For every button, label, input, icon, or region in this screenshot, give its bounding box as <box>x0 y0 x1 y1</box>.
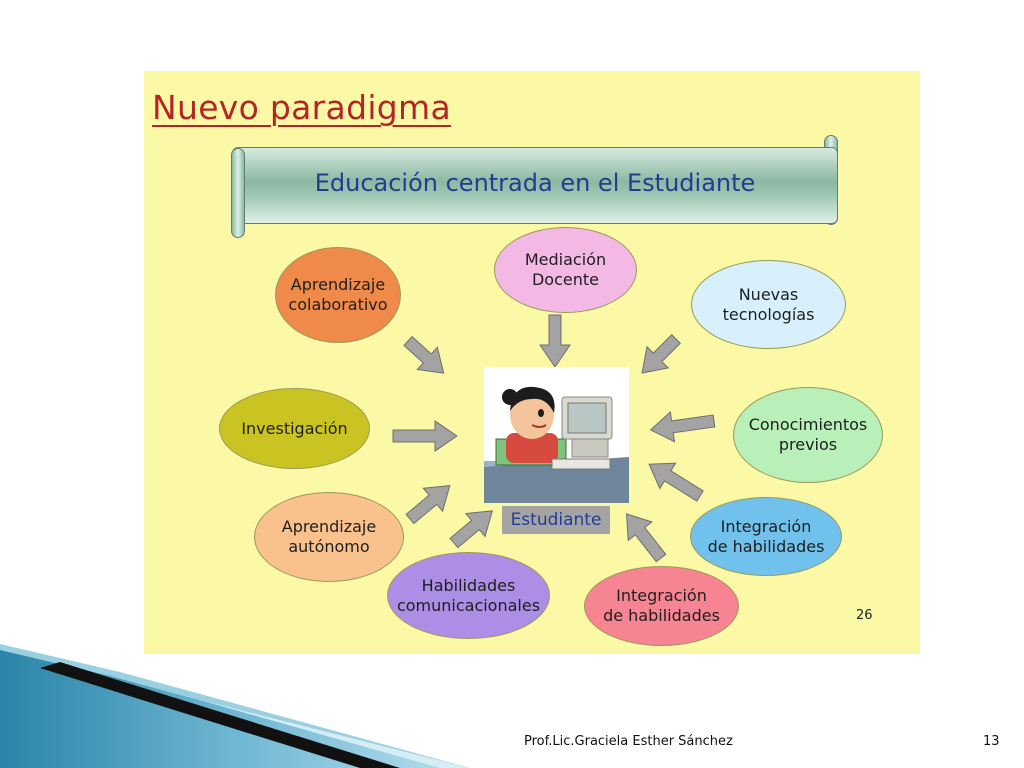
image-page-number: 26 <box>856 608 873 623</box>
node-aprendizaje-colaborativo: Aprendizaje colaborativo <box>275 247 401 343</box>
slide-title: Nuevo paradigma <box>152 88 452 127</box>
student-label: Estudiante <box>502 506 610 534</box>
arrow-from-integracion-bottom <box>615 505 673 568</box>
node-mediacion-docente: Mediación Docente <box>494 227 637 313</box>
node-nuevas-tecnologias: Nuevas tecnologías <box>691 260 846 349</box>
footer-author: Prof.Lic.Graciela Esther Sánchez <box>524 734 733 749</box>
arrow-from-autonomo <box>400 474 459 530</box>
footer-wave-decoration <box>0 636 1024 768</box>
node-habilidades-comunicacionales: Habilidades comunicacionales <box>387 552 550 639</box>
arrow-from-tecnologias <box>631 328 686 383</box>
arrow-from-colaborativo <box>398 330 454 384</box>
arrow-from-comunicacionales <box>444 499 502 554</box>
node-investigacion: Investigación <box>219 388 370 469</box>
node-conocimientos-previos: Conocimientos previos <box>733 387 883 483</box>
node-integracion-habilidades-right: Integración de habilidades <box>690 497 842 576</box>
node-aprendizaje-autonomo: Aprendizaje autónomo <box>254 492 404 582</box>
arrow-from-investigacion <box>393 421 457 451</box>
student-at-computer-icon <box>484 367 629 503</box>
node-integracion-habilidades-bottom: Integración de habilidades <box>584 566 739 646</box>
student-illustration <box>484 367 629 503</box>
slide-image <box>144 71 920 654</box>
slide-number: 13 <box>983 734 1000 749</box>
arrow-from-integracion-right <box>641 451 708 508</box>
arrow-from-mediacion <box>540 315 570 367</box>
banner-text: Educación centrada en el Estudiante <box>314 169 756 197</box>
arrow-from-conocimientos <box>649 406 717 445</box>
